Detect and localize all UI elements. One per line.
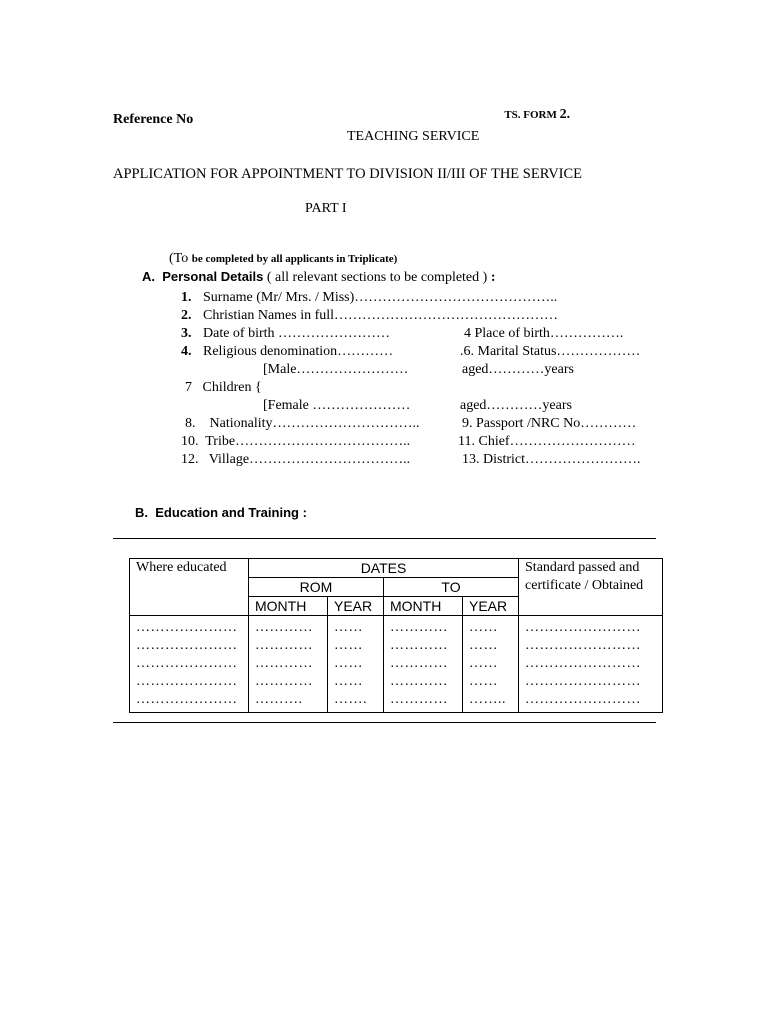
- table-cell[interactable]: ……………………: [525, 674, 642, 689]
- table-cell[interactable]: ……: [469, 620, 498, 635]
- table-cell[interactable]: …………: [255, 638, 313, 653]
- education-table: [129, 558, 663, 713]
- table-cell[interactable]: ……: [334, 638, 363, 653]
- personal-details-note: ( all relevant sections to be completed ): [263, 270, 491, 285]
- table-cell[interactable]: …………: [390, 620, 448, 635]
- male-aged-field[interactable]: aged…………years: [462, 362, 574, 377]
- personal-details-colon: :: [490, 270, 496, 285]
- form-number-label: TS. FORM: [504, 109, 557, 121]
- where-educated-header: Where educated: [130, 559, 249, 616]
- table-cell[interactable]: …………………: [136, 692, 238, 707]
- religious-denomination-field[interactable]: Religious denomination…………: [203, 344, 394, 359]
- table-body-row: [130, 616, 663, 713]
- chief-field[interactable]: 11. Chief………………………: [458, 434, 636, 449]
- part-heading: PART I: [305, 201, 347, 216]
- female-children-field[interactable]: [Female …………………: [263, 398, 411, 413]
- table-cell[interactable]: …………: [390, 656, 448, 671]
- tribe-field[interactable]: 10. Tribe………………………………..: [181, 434, 411, 449]
- year-from-header: YEAR: [328, 597, 384, 616]
- table-cell[interactable]: ……: [469, 674, 498, 689]
- field-number: 4.: [181, 344, 192, 359]
- christian-names-field[interactable]: Christian Names in full…………………………………………: [203, 308, 559, 323]
- female-aged-field[interactable]: aged…………years: [460, 398, 572, 413]
- place-of-birth-field[interactable]: 4 Place of birth…………….: [464, 326, 624, 341]
- where-educated-column[interactable]: [130, 616, 249, 713]
- table-cell[interactable]: …………………: [136, 620, 238, 635]
- table-cell[interactable]: …………: [390, 638, 448, 653]
- divider-top: [113, 538, 656, 539]
- field-number: 3.: [181, 326, 192, 341]
- instruction-open: (To: [169, 251, 192, 266]
- personal-details-heading: [135, 256, 495, 285]
- field-number: 1.: [181, 290, 192, 305]
- marital-status-field[interactable]: .6. Marital Status………………: [460, 344, 641, 359]
- table-cell[interactable]: ……………………: [525, 692, 642, 707]
- divider-bottom: [113, 722, 656, 723]
- table-cell[interactable]: …………………: [136, 638, 238, 653]
- surname-field[interactable]: Surname (Mr/ Mrs. / Miss)……………………………………..: [203, 290, 558, 305]
- children-label: 7 Children {: [185, 380, 262, 395]
- table-cell[interactable]: ……………………: [525, 620, 642, 635]
- table-cell[interactable]: …………: [255, 674, 313, 689]
- field-number: 2.: [181, 308, 192, 323]
- year-to-column[interactable]: [463, 616, 519, 713]
- application-title: APPLICATION FOR APPOINTMENT TO DIVISION II/III OF THE SERVICE: [113, 166, 583, 182]
- month-to-column[interactable]: [384, 616, 463, 713]
- table-cell[interactable]: ……: [334, 620, 363, 635]
- male-children-field[interactable]: [Male……………………: [263, 362, 409, 377]
- nationality-field[interactable]: 8. Nationality…………………………..: [185, 416, 420, 431]
- dates-header: DATES: [249, 559, 519, 578]
- to-header: TO: [384, 578, 519, 597]
- table-cell[interactable]: …….: [334, 692, 367, 707]
- year-from-column[interactable]: [328, 616, 384, 713]
- table-cell[interactable]: ……….: [255, 692, 303, 707]
- education-heading: B. Education and Training :: [135, 505, 307, 520]
- table-cell[interactable]: ……..: [469, 692, 506, 707]
- passport-field[interactable]: 9. Passport /NRC No…………: [462, 416, 637, 431]
- month-from-column[interactable]: [249, 616, 328, 713]
- table-cell[interactable]: …………: [255, 620, 313, 635]
- instruction-bold: be completed by all applicants in Triplicate): [191, 253, 398, 265]
- district-field[interactable]: 13. District…………………….: [462, 452, 641, 467]
- form-number-digit: 2.: [559, 107, 571, 122]
- table-cell[interactable]: ……: [334, 674, 363, 689]
- village-field[interactable]: 12. Village……………………………..: [181, 452, 411, 467]
- table-cell[interactable]: ……: [469, 656, 498, 671]
- reference-number: Reference No: [113, 112, 194, 127]
- standard-passed-header: Standard passed and certificate / Obtained: [519, 559, 663, 616]
- table-cell[interactable]: …………: [390, 692, 448, 707]
- table-cell[interactable]: ……: [334, 656, 363, 671]
- standard-passed-column[interactable]: [519, 616, 663, 713]
- personal-details-label: A. Personal Details: [142, 269, 264, 284]
- table-cell[interactable]: ……………………: [525, 638, 642, 653]
- year-to-header: YEAR: [463, 597, 519, 616]
- date-of-birth-field[interactable]: Date of birth ……………………: [203, 326, 391, 341]
- table-cell[interactable]: …………: [390, 674, 448, 689]
- service-title: TEACHING SERVICE: [347, 129, 480, 144]
- month-to-header: MONTH: [384, 597, 463, 616]
- table-cell[interactable]: ……: [469, 638, 498, 653]
- table-cell[interactable]: …………………: [136, 656, 238, 671]
- rom-header: ROM: [249, 578, 384, 597]
- month-from-header: MONTH: [249, 597, 328, 616]
- table-cell[interactable]: …………: [255, 656, 313, 671]
- table-cell[interactable]: …………………: [136, 674, 238, 689]
- form-number: [499, 97, 570, 122]
- table-cell[interactable]: ……………………: [525, 656, 642, 671]
